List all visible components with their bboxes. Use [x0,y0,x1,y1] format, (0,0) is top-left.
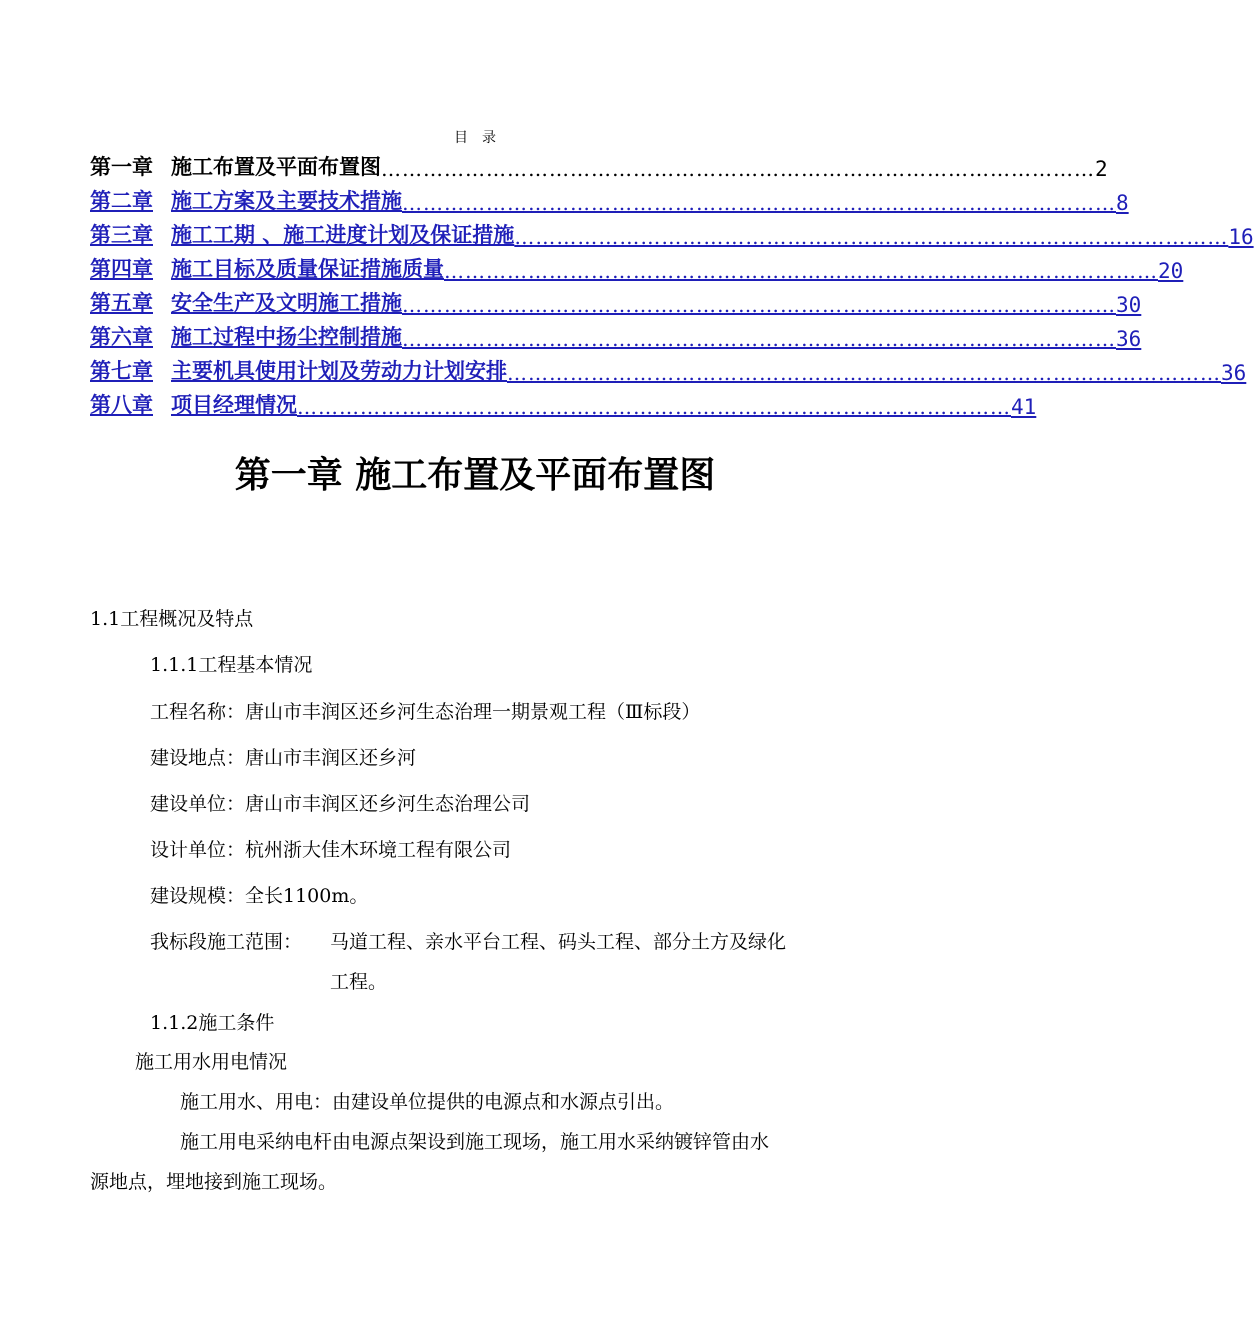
toc-entry-page: 2 [1095,157,1108,181]
designer-line: 设计单位：杭州浙大佳木环境工程有限公司 [150,839,512,861]
toc-leader-dots: ………………………………………………………………………………………… [402,191,1116,215]
toc-entry-number: 第四章 [90,256,153,281]
toc-entry-title: 施工过程中扬尘控制措施 [171,324,402,349]
toc-leader-dots: ………………………………………………………………………………………… [444,259,1158,283]
toc-entry-page: 36 [1116,327,1142,351]
toc-entry-5[interactable] [90,283,1142,317]
toc-entry-number: 第二章 [90,188,153,213]
toc-entry-page: 30 [1116,293,1142,317]
toc-entry-number: 第一章 [90,154,153,179]
toc-entry-6[interactable] [90,317,1142,351]
toc-entry-7[interactable] [90,351,1247,385]
project-name-line: 工程名称：唐山市丰润区还乡河生态治理一期景观工程（Ⅲ标段） [150,701,701,723]
toc-entry-number: 第六章 [90,324,153,349]
section-heading-1-1-2: 1.1.2施工条件 [150,1012,275,1034]
section-heading-1-1: 1.1工程概况及特点 [90,608,254,630]
water-power-paragraph-2a: 施工用电采纳电杆由电源点架设到施工现场，施工用水采纳镀锌管由水 [180,1131,770,1153]
toc-entry-page: 20 [1158,259,1184,283]
scope-label: 我标段施工范围： [150,931,303,953]
toc-entry-page: 36 [1221,361,1247,385]
toc-entry-page: 41 [1011,395,1037,419]
toc-entry-title: 施工目标及质量保证措施质量 [171,256,444,281]
location-line: 建设地点：唐山市丰润区还乡河 [150,747,417,769]
scale-line: 建设规模：全长1100m。 [150,885,369,907]
toc-entry-title: 施工布置及平面布置图 [171,154,381,179]
toc-entry-title: 施工方案及主要技术措施 [171,188,402,213]
scope-line-1: 马道工程、亲水平台工程、码头工程、部分土方及绿化 [330,931,787,953]
toc-entry-4[interactable] [90,249,1184,283]
toc-entry-3[interactable] [90,215,1254,249]
toc-entry-2[interactable] [90,181,1129,215]
toc-leader-dots: ………………………………………………………………………………………… [507,361,1221,385]
toc-entry-title: 施工工期 、施工进度计划及保证措施 [171,222,515,247]
toc-leader-dots: ………………………………………………………………………………………… [297,395,1011,419]
toc-entry-page: 8 [1116,191,1129,215]
section-heading-1-1-1: 1.1.1工程基本情况 [150,654,313,676]
toc-entry-number: 第五章 [90,290,153,315]
toc-entry-number: 第七章 [90,358,153,383]
toc-entry-title: 安全生产及文明施工措施 [171,290,402,315]
toc-entry-page: 16 [1228,225,1254,249]
toc-entry-1[interactable] [90,147,1108,181]
toc-leader-dots: ………………………………………………………………………………………… [381,157,1095,181]
water-power-heading: 施工用水用电情况 [135,1051,288,1073]
toc-leader-dots: ………………………………………………………………………………………… [402,327,1116,351]
toc-leader-dots: ………………………………………………………………………………………… [402,293,1116,317]
toc-entry-number: 第八章 [90,392,153,417]
owner-line: 建设单位：唐山市丰润区还乡河生态治理公司 [150,793,531,815]
toc-entry-title: 项目经理情况 [171,392,297,417]
toc-leader-dots: ………………………………………………………………………………………… [514,225,1229,249]
chapter-title: 第一章 施工布置及平面布置图 [234,454,716,496]
water-power-paragraph-1: 施工用水、用电：由建设单位提供的电源点和水源点引出。 [180,1091,675,1113]
water-power-paragraph-2b: 源地点，埋地接到施工现场。 [90,1171,338,1193]
toc-entry-8[interactable] [90,385,1037,419]
toc-heading: 目录 [454,130,510,146]
toc-entry-number: 第三章 [90,222,153,247]
scope-line-2: 工程。 [330,971,388,993]
table-of-contents [90,147,1254,419]
toc-entry-title: 主要机具使用计划及劳动力计划安排 [171,358,507,383]
